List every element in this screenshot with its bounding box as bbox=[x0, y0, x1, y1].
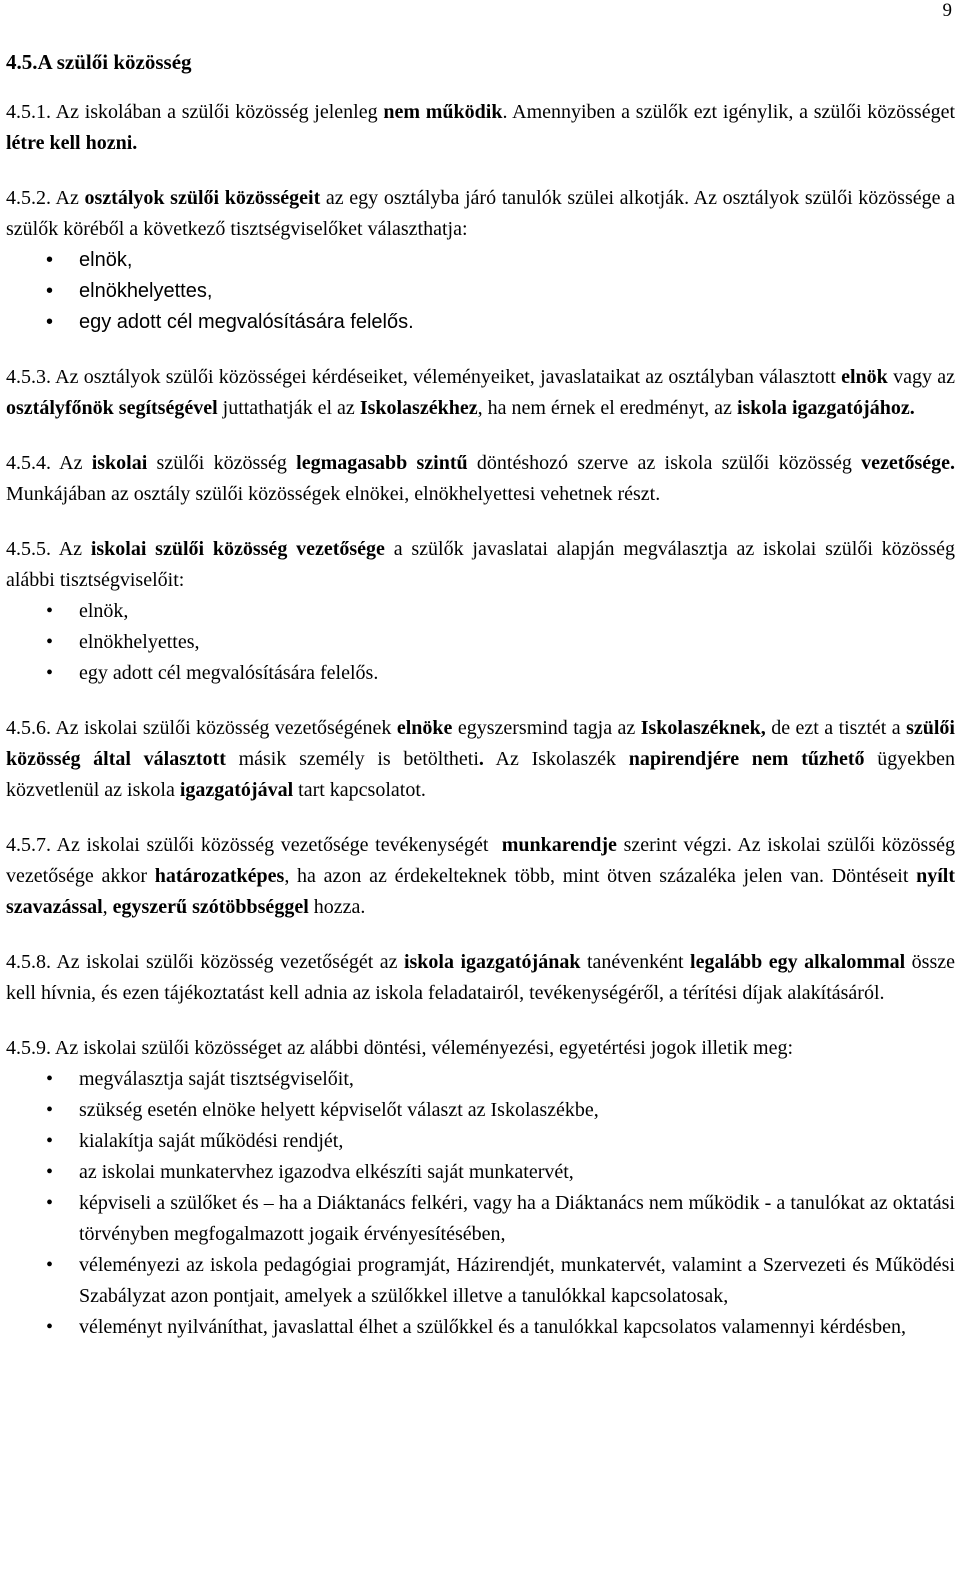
paragraph-4-5-2: 4.5.2. Az osztályok szülői közösségeit az egy osztályba járó tanulók szülei alkotják. Az osztályok szülői közössége a szülők köréből a következő tisztségviselőket választhatja: bbox=[6, 187, 956, 240]
paragraph-4-5-7: 4.5.7. Az iskolai szülői közösség vezetősége tevékenységét munkarendje szerint végzi. Az iskolai szülői közösség vezetősége akkor határozatképes, ha azon az érdekelteknek több, mint ötven százaléka jelen van. Döntéseit nyílt szavazással, egyszerű szótöbbséggel hozza. bbox=[6, 834, 956, 918]
officer-list-school bbox=[6, 596, 955, 689]
list-item: • elnök, bbox=[6, 245, 955, 276]
list-item: • az iskolai munkatervhez igazodva elkészíti saját munkatervét, bbox=[6, 1157, 955, 1188]
list-item: • képviseli a szülőket és – ha a Diáktanács felkéri, vagy ha a Diáktanács nem működik - a tanulókat az oktatási törvényben megfogalmazott jogaik érvényesítésében, bbox=[6, 1188, 955, 1250]
paragraph-4-5-5: 4.5.5. Az iskolai szülői közösség vezetősége a szülők javaslatai alapján megválasztja az iskolai szülői közösség alábbi tisztségviselőit: bbox=[6, 538, 955, 591]
page-number: 9 bbox=[942, 0, 952, 21]
list-item: • elnökhelyettes, bbox=[6, 627, 955, 658]
paragraph-4-5-3: 4.5.3. Az osztályok szülői közösségei kérdéseiket, véleményeiket, javaslataikat az osztályban választott elnök vagy az osztályfőnök segítségével juttathatják el az Iskolaszékhez, ha nem érnek el eredményt, az iskola igazgatójához. bbox=[6, 366, 955, 419]
bullet-icon: • bbox=[46, 600, 54, 622]
list-item: • egy adott cél megvalósítására felelős. bbox=[6, 307, 955, 338]
list-item: • véleményezi az iskola pedagógiai programját, Házirendjét, munkatervét, valamint a Szervezeti és Működési Szabályzat azon pontjait, amelyek a szülőkkel illetve a tanulókkal kapcsolatosak, bbox=[6, 1250, 955, 1312]
bullet-icon: • bbox=[46, 1161, 54, 1183]
bullet-icon: • bbox=[46, 311, 54, 333]
bullet-icon: • bbox=[46, 1254, 54, 1276]
officer-list-class bbox=[6, 245, 955, 338]
document-body bbox=[6, 50, 955, 1367]
bullet-icon: • bbox=[46, 1130, 54, 1152]
section-heading: 4.5.A szülői közösség bbox=[6, 50, 192, 74]
list-item: • szükség esetén elnöke helyett képviselőt választ az Iskolaszékbe, bbox=[6, 1095, 955, 1126]
bullet-icon: • bbox=[46, 631, 54, 653]
list-item: • megválasztja saját tisztségviselőit, bbox=[6, 1064, 955, 1095]
bullet-icon: • bbox=[46, 662, 54, 684]
list-item: • elnökhelyettes, bbox=[6, 276, 955, 307]
paragraph-4-5-6: 4.5.6. Az iskolai szülői közösség vezetőségének elnöke egyszersmind tagja az Iskolaszéknek, de ezt a tisztét a szülői közösség által választott másik személy is betöltheti. Az Iskolaszék napirendjére nem tűzhető ügyekben közvetlenül az iskola igazgatójával tart kapcsolatot. bbox=[6, 717, 955, 801]
bullet-icon: • bbox=[46, 280, 54, 302]
bullet-icon: • bbox=[46, 1099, 54, 1121]
list-item: • kialakítja saját működési rendjét, bbox=[6, 1126, 955, 1157]
paragraph-4-5-9: 4.5.9. Az iskolai szülői közösséget az alábbi döntési, véleményezési, egyetértési jogok illetik meg: bbox=[6, 1037, 794, 1059]
list-item: • egy adott cél megvalósítására felelős. bbox=[6, 658, 955, 689]
list-item: • véleményt nyilváníthat, javaslattal élhet a szülőkkel és a tanulókkal kapcsolatos valamennyi kérdésben, bbox=[6, 1312, 955, 1343]
paragraph-4-5-1: 4.5.1. Az iskolában a szülői közösség jelenleg nem működik. Amennyiben a szülők ezt igénylik, a szülői közösséget létre kell hozni. bbox=[6, 101, 956, 154]
paragraph-4-5-4: 4.5.4. Az iskolai szülői közösség legmagasabb szintű döntéshozó szerve az iskola szülői közösség vezetősége. Munkájában az osztály szülői közösségek elnökei, elnökhelyettesi vehetnek részt. bbox=[6, 452, 955, 505]
bullet-icon: • bbox=[46, 1192, 54, 1214]
bullet-icon: • bbox=[46, 249, 54, 271]
bullet-icon: • bbox=[46, 1068, 54, 1090]
bullet-icon: • bbox=[46, 1316, 54, 1338]
paragraph-4-5-8: 4.5.8. Az iskolai szülői közösség vezetőségét az iskola igazgatójának tanévenként legalább egy alkalommal össze kell hívnia, és ezen tájékoztatást kell adnia az iskola feladatairól, tevékenységéről, a térítési díjak alakításáról. bbox=[6, 951, 955, 1004]
list-item: • elnök, bbox=[6, 596, 955, 627]
rights-list bbox=[6, 1064, 955, 1343]
